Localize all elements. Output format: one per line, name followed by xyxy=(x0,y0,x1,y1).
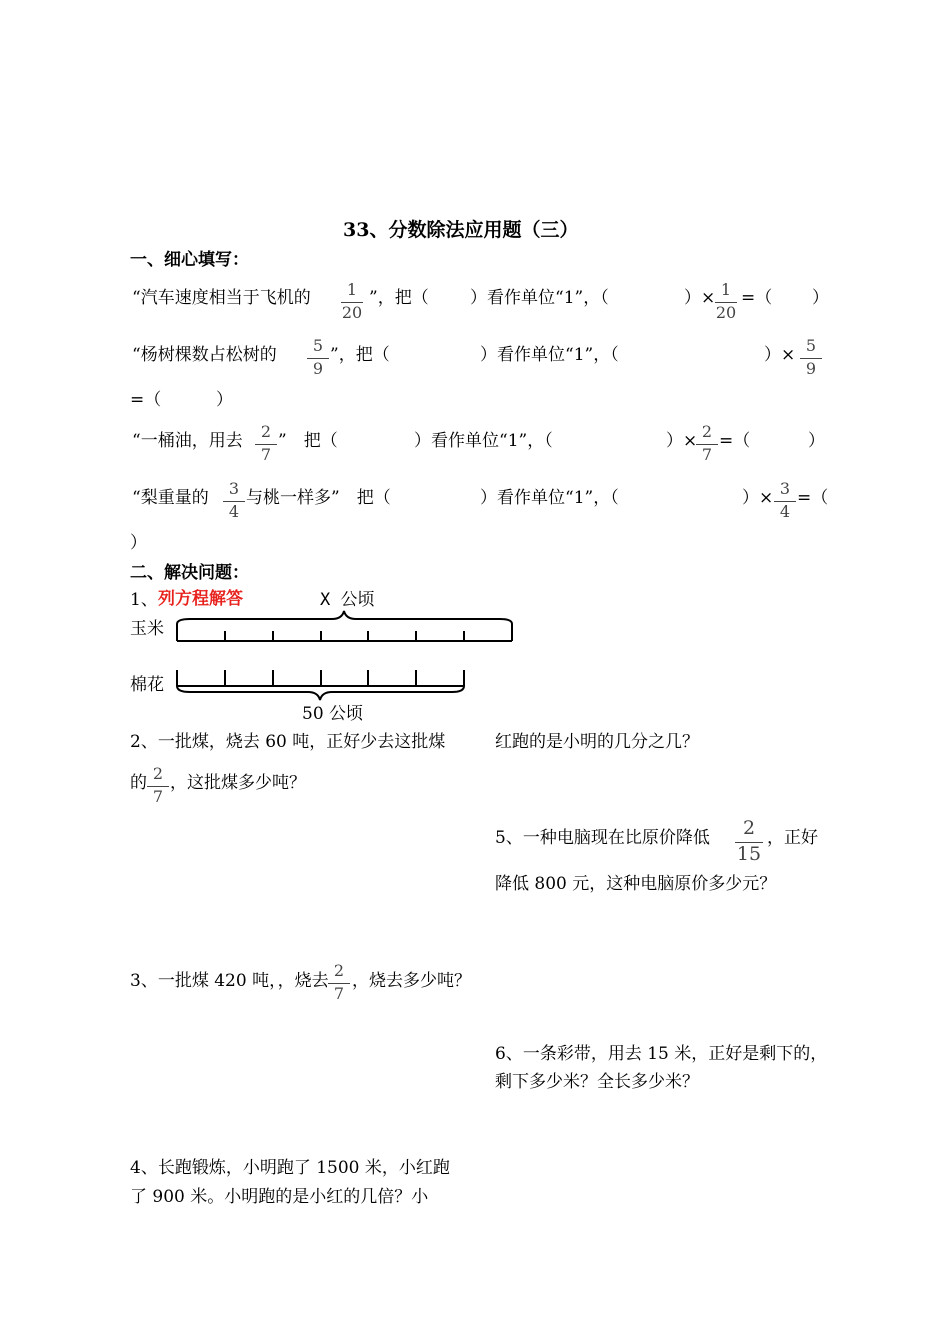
fifty-hectares-label: 50 公顷 xyxy=(302,704,364,724)
q4-fraction-2: 3 4 xyxy=(773,481,797,522)
corn-top-brace xyxy=(177,611,512,624)
q2-fraction-2: 5 9 xyxy=(799,338,823,379)
q3-text-c: ）看作单位“1”，（ xyxy=(414,431,553,451)
q1-text-d: ）× xyxy=(684,288,716,308)
problem-2-fraction: 2 7 xyxy=(146,766,170,807)
q1-fraction: 1 20 xyxy=(341,280,363,322)
problem-4-line-1: 4、长跑锻炼，小明跑了 1500 米，小红跑 xyxy=(130,1158,450,1178)
page-title: 33、分数除法应用题（三） xyxy=(343,219,579,241)
q3-text-d: ）× xyxy=(666,431,698,451)
q4-text-b: 与桃一样多” 把（ xyxy=(246,488,391,508)
problem-2-line-2b: ，这批煤多少吨？ xyxy=(170,773,306,793)
problem-5-fraction: 2 15 xyxy=(736,817,762,865)
q3-text-g: ） xyxy=(808,431,825,451)
q3-text-b: ” 把（ xyxy=(278,431,338,451)
q1-text-c: ）看作单位“1”，（ xyxy=(470,288,609,308)
problem-4-line-2: 了 900 米。小明跑的是小红的几倍？小 xyxy=(130,1187,429,1207)
q4-text-e: =（ xyxy=(797,488,829,508)
q4-text-g: ） xyxy=(130,533,147,553)
problem-5-text-a: 5、一种电脑现在比原价降低 xyxy=(495,828,710,848)
q3-text-a: “一桶油，用去 xyxy=(132,431,243,451)
q4-text-c: ）看作单位“1”，（ xyxy=(480,488,619,508)
corn-label: 玉米 xyxy=(130,619,164,639)
q1-text-b: ”，把（ xyxy=(369,288,429,308)
q1-fraction-2: 1 20 xyxy=(715,280,737,322)
x-hectares-label: X 公顷 xyxy=(320,590,375,610)
q2-text-g: ） xyxy=(216,390,233,410)
q2-text-b: ”，把（ xyxy=(330,345,390,365)
cotton-bottom-brace xyxy=(177,686,464,700)
problem-3-text-b: ，烧去多少吨？ xyxy=(352,971,471,991)
q4-fraction: 3 4 xyxy=(222,481,246,522)
q2-text-a: “杨树棵数占松树的 xyxy=(132,345,277,365)
problem-1-number: 1、 xyxy=(130,590,158,610)
q2-text-c: ）看作单位“1”，（ xyxy=(480,345,619,365)
problem-3-fraction: 2 7 xyxy=(327,963,351,1004)
problem-3-text-a: 3、一批煤 420 吨，，烧去 xyxy=(130,971,329,991)
problem-6-line-1: 6、一条彩带，用去 15 米，正好是剩下的， xyxy=(495,1044,828,1064)
q3-fraction-2: 2 7 xyxy=(695,424,719,465)
q2-text-d: ）× xyxy=(764,345,796,365)
problem-6-line-2: 剩下多少米？全长多少米？ xyxy=(495,1072,699,1092)
q2-fraction: 5 9 xyxy=(306,338,330,379)
q1-text-e: =（ xyxy=(741,288,773,308)
problem-2-line-1: 2、一批煤，烧去 60 吨，正好少去这批煤 xyxy=(130,732,446,752)
q3-text-e: =（ xyxy=(719,431,751,451)
problem-5-line-2: 降低 800 元，这种电脑原价多少元？ xyxy=(495,874,777,894)
problem-2-line-2a: 的 xyxy=(130,773,147,793)
problem-4-continuation: 红跑的是小明的几分之几？ xyxy=(495,732,699,752)
problem-1-instruction: 列方程解答 xyxy=(158,589,243,609)
q2-text-e: =（ xyxy=(130,390,162,410)
cotton-label: 棉花 xyxy=(130,675,164,695)
section-2-heading: 二、解决问题： xyxy=(130,563,249,583)
q1-text-g: ） xyxy=(812,288,829,308)
section-1-heading: 一、细心填写： xyxy=(130,250,249,270)
q1-text-a: “汽车速度相当于飞机的 xyxy=(132,288,311,308)
q4-text-d: ）× xyxy=(742,488,774,508)
problem-5-text-b: ，正好 xyxy=(767,828,818,848)
q3-fraction: 2 7 xyxy=(254,424,278,465)
q4-text-a: “梨重量的 xyxy=(132,488,209,508)
